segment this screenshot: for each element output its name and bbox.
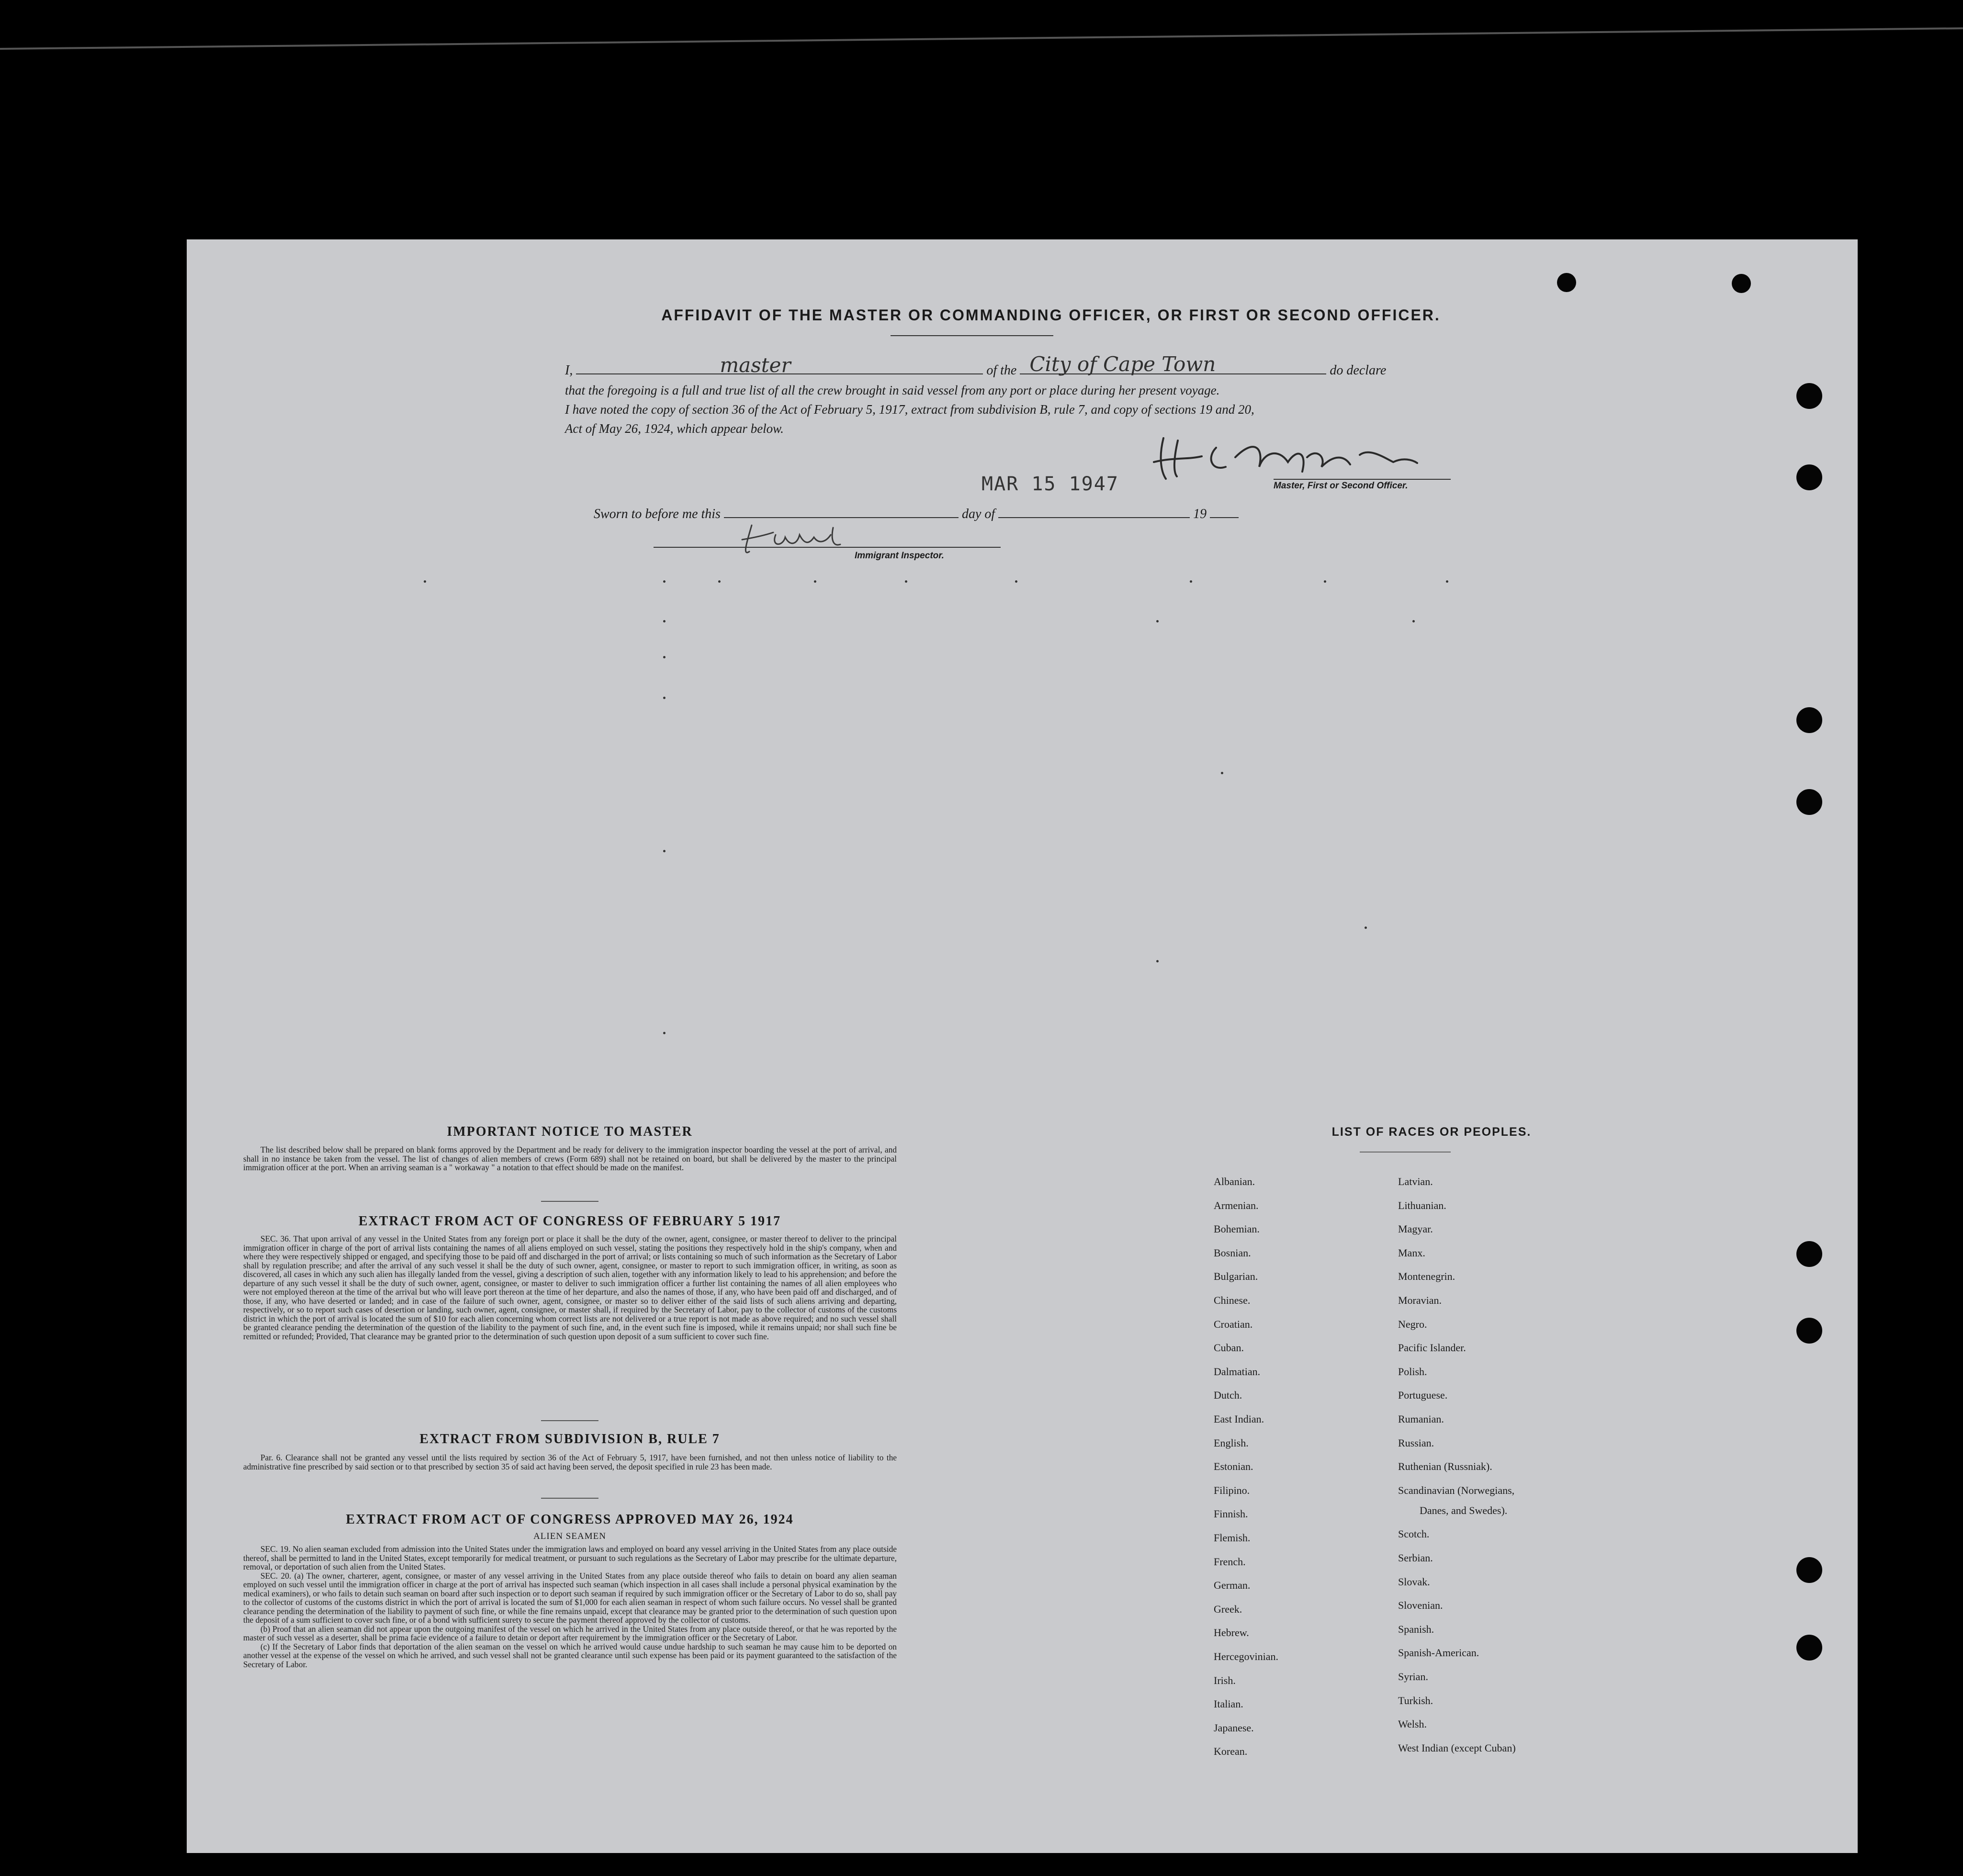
binder-hole-icon bbox=[1796, 1241, 1822, 1267]
binder-hole-icon bbox=[1796, 1557, 1822, 1583]
race-item: Pacific Islander. bbox=[1398, 1342, 1466, 1354]
race-item: Turkish. bbox=[1398, 1694, 1433, 1706]
race-item: Slovenian. bbox=[1398, 1599, 1443, 1612]
binder-hole-icon bbox=[1557, 273, 1576, 292]
race-item: Scotch. bbox=[1398, 1528, 1430, 1540]
races-title: LIST OF RACES OR PEOPLES. bbox=[1331, 1125, 1532, 1139]
officer-signature-line bbox=[1274, 479, 1451, 480]
race-item: Italian. bbox=[1214, 1698, 1243, 1710]
race-item: Armenian. bbox=[1214, 1199, 1259, 1211]
speck bbox=[1156, 620, 1159, 622]
film-edge-line bbox=[0, 27, 1963, 50]
affidavit-title: AFFIDAVIT OF THE MASTER OR COMMANDING OFFICER, OR FIRST OR SECOND OFFICER. bbox=[661, 306, 1441, 324]
speck bbox=[1412, 620, 1415, 622]
race-item: Japanese. bbox=[1214, 1721, 1254, 1734]
race-item: Spanish. bbox=[1398, 1623, 1434, 1635]
race-item: Manx. bbox=[1398, 1246, 1425, 1259]
binder-hole-icon bbox=[1796, 1635, 1822, 1661]
speck bbox=[814, 580, 816, 583]
speck bbox=[663, 620, 666, 622]
race-item: Russian. bbox=[1398, 1436, 1434, 1449]
race-item: Albanian. bbox=[1214, 1175, 1255, 1187]
extract-1917-title: EXTRACT FROM ACT OF CONGRESS OF FEBRUARY 5 1917 bbox=[358, 1214, 781, 1229]
declaration-line-2: that the foregoing is a full and true list of all the crew brought in said vessel from any port or place during her present voyage. bbox=[565, 383, 1220, 397]
race-item: Irish. bbox=[1214, 1674, 1236, 1686]
vessel-blank bbox=[1020, 352, 1326, 376]
date-stamp: MAR 15 1947 bbox=[982, 473, 1119, 495]
sworn-day-blank bbox=[724, 509, 959, 518]
race-item: Syrian. bbox=[1398, 1671, 1428, 1683]
race-item: Korean. bbox=[1214, 1745, 1248, 1758]
inspector-caption: Immigrant Inspector. bbox=[855, 551, 944, 561]
race-item: Slovak. bbox=[1398, 1575, 1430, 1588]
race-item: Finnish. bbox=[1214, 1508, 1248, 1520]
speck bbox=[663, 656, 666, 658]
race-item: Filipino. bbox=[1214, 1484, 1250, 1496]
binder-hole-icon bbox=[1796, 1318, 1822, 1344]
binder-hole-icon bbox=[1796, 464, 1822, 490]
extract-rule7-title: EXTRACT FROM SUBDIVISION B, RULE 7 bbox=[419, 1432, 720, 1447]
speck bbox=[1190, 580, 1192, 583]
race-item: Welsh. bbox=[1398, 1718, 1427, 1730]
race-item: Flemish. bbox=[1214, 1532, 1251, 1544]
notice-text: The list described below shall be prepared on blank forms approved by the Department and be ready for delivery to the immigration inspector boarding the vessel at the port of arrival, and shall in no instance be taken from the vessel. The list of changes of alien members of crews (Form 689) shall not be retained on board, but shall be delivered by the master to the principal immigration officer at the port. When an arriving seaman is a " workaway " a notation to that effect should be made on the manifest. bbox=[243, 1145, 897, 1172]
race-item: French. bbox=[1214, 1555, 1246, 1568]
speck bbox=[663, 850, 666, 852]
race-item: Spanish-American. bbox=[1398, 1647, 1479, 1659]
declaration-line-1: I, master of the City of Cape Town do declare bbox=[565, 352, 1387, 378]
race-item: Lithuanian. bbox=[1398, 1199, 1446, 1211]
race-item: Negro. bbox=[1398, 1318, 1427, 1330]
declaration-line-4: Act of May 26, 1924, which appear below. bbox=[565, 421, 784, 436]
speck bbox=[905, 580, 907, 583]
speck bbox=[1156, 960, 1159, 962]
manifest-sheet bbox=[187, 239, 1858, 1853]
handwritten-vessel: City of Cape Town bbox=[1029, 352, 1216, 376]
sworn-line: Sworn to before me this day of 19 bbox=[594, 507, 1489, 522]
race-item: Bosnian. bbox=[1214, 1246, 1251, 1259]
sworn-month-blank bbox=[998, 509, 1190, 518]
race-item: Hercegovinian. bbox=[1214, 1650, 1278, 1662]
race-item: Magyar. bbox=[1398, 1223, 1433, 1235]
race-item: Danes, and Swedes). bbox=[1420, 1504, 1508, 1516]
race-item: Croatian. bbox=[1214, 1318, 1253, 1330]
race-item: Dutch. bbox=[1214, 1389, 1242, 1401]
speck bbox=[663, 1032, 666, 1034]
race-item: German. bbox=[1214, 1579, 1251, 1592]
binder-hole-icon bbox=[1796, 789, 1822, 815]
binder-hole-icon bbox=[1732, 274, 1751, 293]
race-item: Portuguese. bbox=[1398, 1389, 1448, 1401]
extract-1924-subtitle: ALIEN SEAMEN bbox=[533, 1531, 606, 1541]
race-item: Dalmatian. bbox=[1214, 1365, 1261, 1378]
separator bbox=[541, 1498, 598, 1499]
speck bbox=[718, 580, 721, 583]
race-item: Scandinavian (Norwegians, bbox=[1398, 1484, 1515, 1496]
race-item: Chinese. bbox=[1214, 1294, 1251, 1306]
race-item: English. bbox=[1214, 1436, 1249, 1449]
binder-hole-icon bbox=[1796, 707, 1822, 733]
race-item: West Indian (except Cuban) bbox=[1398, 1741, 1516, 1754]
handwritten-name: master bbox=[720, 353, 791, 377]
sworn-year-blank bbox=[1210, 509, 1239, 518]
race-item: Serbian. bbox=[1398, 1552, 1433, 1564]
race-item: Montenegrin. bbox=[1398, 1270, 1455, 1283]
separator bbox=[541, 1420, 598, 1421]
race-item: Latvian. bbox=[1398, 1175, 1433, 1187]
race-item: Bohemian. bbox=[1214, 1223, 1260, 1235]
binder-hole-icon bbox=[1796, 383, 1822, 409]
speck bbox=[1446, 580, 1448, 583]
notice-title: IMPORTANT NOTICE TO MASTER bbox=[447, 1124, 693, 1139]
race-item: Bulgarian. bbox=[1214, 1270, 1258, 1283]
separator bbox=[541, 1201, 598, 1202]
races-underline bbox=[1360, 1152, 1451, 1153]
officer-caption: Master, First or Second Officer. bbox=[1274, 481, 1408, 491]
race-item: Polish. bbox=[1398, 1365, 1427, 1378]
speck bbox=[663, 580, 666, 583]
speck bbox=[424, 580, 426, 583]
inspector-signature-line bbox=[654, 547, 1001, 548]
inspector-signature-icon bbox=[737, 518, 847, 561]
race-item: Ruthenian (Russniak). bbox=[1398, 1460, 1492, 1473]
race-item: Hebrew. bbox=[1214, 1627, 1249, 1639]
extract-1924-title: EXTRACT FROM ACT OF CONGRESS APPROVED MAY 26, 1924 bbox=[346, 1512, 794, 1527]
title-underline bbox=[891, 335, 1053, 336]
race-item: Rumanian. bbox=[1398, 1413, 1444, 1425]
speck bbox=[1365, 927, 1367, 929]
race-item: East Indian. bbox=[1214, 1413, 1264, 1425]
race-item: Moravian. bbox=[1398, 1294, 1442, 1306]
officer-signature-icon bbox=[1144, 429, 1422, 486]
speck bbox=[1015, 580, 1017, 583]
race-item: Cuban. bbox=[1214, 1342, 1244, 1354]
extract-1917-text: SEC. 36. That upon arrival of any vessel in the United States from any foreign port or place it shall be the duty of the owner, agent, consignee, or master thereof to deliver to the principal immigration officer in charge of the port of arrival lists containing the names of all aliens employed on such vessel, stating the positions they respectively hold in the ship's company, when and where they were respectively shipped or engaged, and specifying those to be paid off and discharged in the port of arrival; or lists containing so much of such information as the Secretary of Labor shall by regulation prescribe; and after the arrival of any such vessel it shall be the duty of such owner, agent, consignee, or master to report to such immigration officer, in writing, as soon as discovered, all cases in which any such alien has illegally landed from the vessel, giving a description of such alien, together with any information likely to lead to his apprehension; and before the departure of any such vessel it shall be the duty of such owner, agent, consignee, or master to deliver to such immigration officer a further list containing the names of all alien employees who were not employed thereon at the time of the arrival but who will leave port thereon at the time of her departure, and also the names of those, if any, who have been paid off and discharged, and of those, if any, who have deserted or landed; and in case of the failure of such owner, agent, consignee, or master so to deliver either of the said lists of such aliens arriving and departing, respectively, or so to report such cases of desertion or landing, such owner, agent, consignee, or master shall, if required by the Secretary of Labor, pay to the collector of customs of the customs district in which the port of arrival is located the sum of $10 for each alien concerning whom correct lists are not delivered or a true report is not made as above required; and no such vessel shall be granted clearance pending the determination of the question of the liability to the payment of such fine, and, in the event such fine is imposed, while it remains unpaid; nor shall such fine be remitted or refunded; Provided, That clearance may be granted prior to the determination of such question upon deposit of a sum sufficient to cover such fine. bbox=[243, 1234, 897, 1341]
race-item: Estonian. bbox=[1214, 1460, 1253, 1473]
speck bbox=[663, 697, 666, 699]
extract-1924-text: SEC. 19. No alien seaman excluded from admission into the United States under the immigration laws and employed on board any vessel arriving in the United States from any place outside thereof, shall be permitted to land in the United States, except temporarily for medical treatment, or pursuant to such regulations as the Secretary of Labor may prescribe for the ultimate departure, removal, or deportation of such alien from the United States. SEC. 20. (a) The owner, charterer, agent, consignee, or master of any vessel arriving in the United States from any place outside thereof who fails to detain on board any alien seaman employed on such vessel until the immigration officer in charge at the port of arrival has inspected such seaman (which inspection in all cases shall include a personal physical examination by the medical examiners), or who fails to detain such seaman on board after such inspection or to deport such seaman if required by such immigration officer or the Secretary of Labor to do so, shall pay to the collector of customs of the customs district in which the port of arrival is located the sum of $1,000 for each alien seaman in respect of whom such failure occurs. No vessel shall be granted clearance pending the determination of the liability to payment of such fine, or while the fine remains unpaid, except that clearance may be granted prior to the determination of such question upon the deposit of a sum sufficient to cover such fine, or of a bond with sufficient surety to secure the payment thereof approved by the collector of customs. (b) Proof that an alien seaman did not appear upon the outgoing manifest of the vessel on which he arrived in the United States from any place outside thereof, or that he was reported by the master of such vessel as a deserter, shall be prima facie evidence of a failure to detain or deport after requirement by the immigration officer or the Secretary of Labor. (c) If the Secretary of Labor finds that deportation of the alien seaman on the vessel on which he arrived would cause undue hardship to such seaman he may cause him to be deported on another vessel at the expense of the vessel on which he arrived, and such vessel shall not be granted clearance until such expense has been paid or its payment guaranteed to the satisfaction of the Secretary of Labor. bbox=[243, 1544, 897, 1669]
extract-rule7-text: Par. 6. Clearance shall not be granted any vessel until the lists required by section 36 of the Act of February 5, 1917, have been furnished, and not then unless notice of liability to the administrative fine prescribed by said section or to that prescribed by section 35 of said act having been served, the deposit specified in rule 23 has been made. bbox=[243, 1453, 897, 1471]
race-item: Greek. bbox=[1214, 1603, 1242, 1615]
name-blank bbox=[576, 353, 983, 377]
declaration-line-3: I have noted the copy of section 36 of the Act of February 5, 1917, extract from subdivision B, rule 7, and copy of sections 19 and 20, bbox=[565, 402, 1254, 417]
speck bbox=[1324, 580, 1326, 583]
speck bbox=[1221, 772, 1223, 774]
